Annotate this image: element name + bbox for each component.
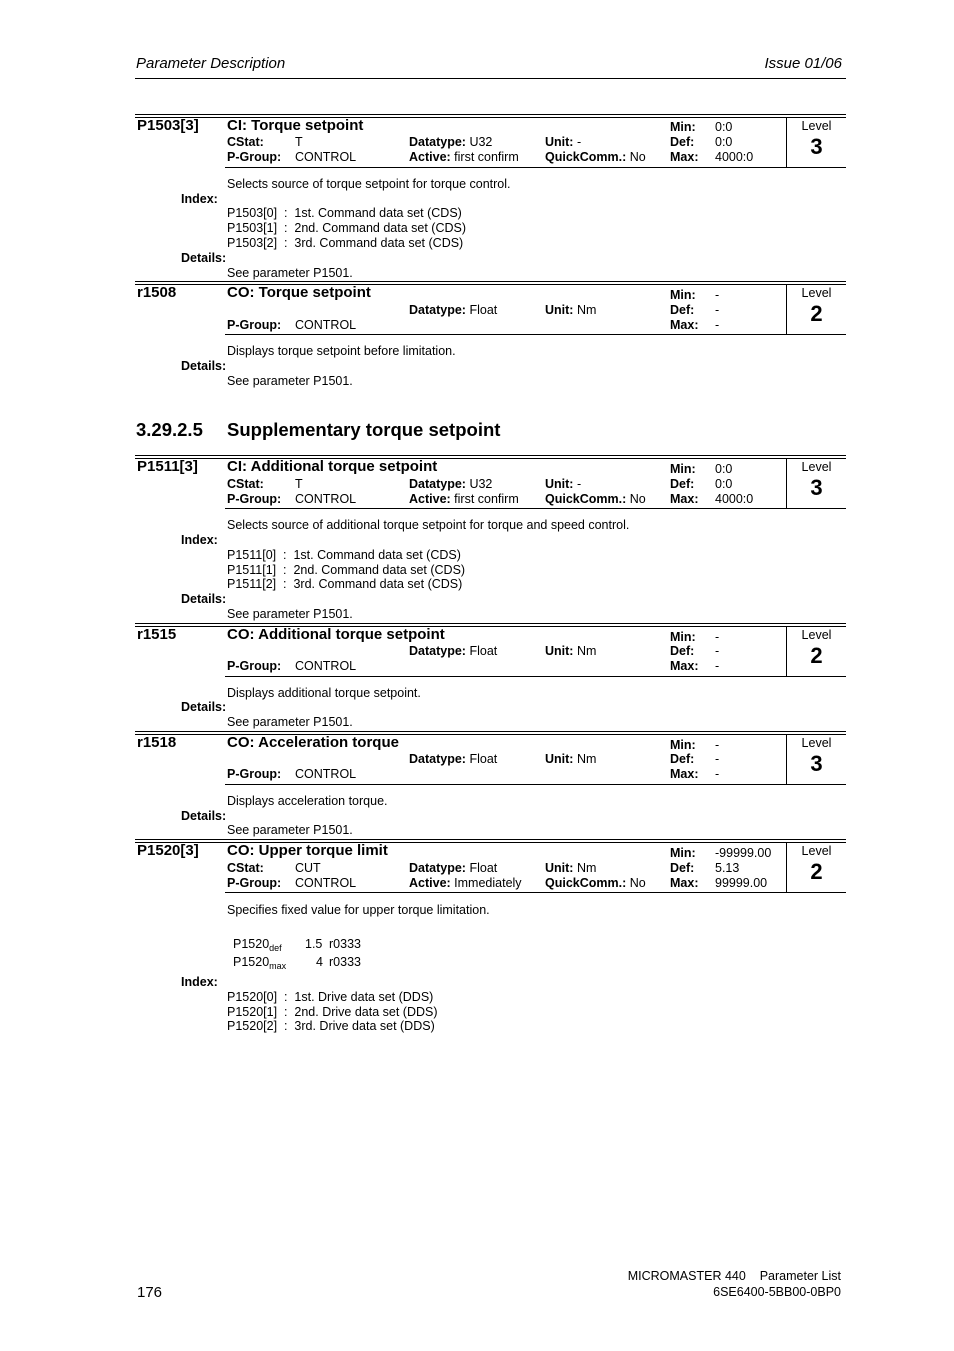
- max-label: Max:: [670, 767, 699, 781]
- cstat-label: CStat:: [227, 477, 264, 491]
- def-label: Def:: [670, 644, 695, 658]
- unit-value: -: [576, 477, 582, 491]
- datatype-value: Float: [469, 752, 498, 766]
- formula-def-ref: r0333: [329, 937, 361, 951]
- min-value: -: [715, 630, 720, 644]
- unit: [545, 477, 581, 491]
- def-value: 5.13: [715, 861, 740, 875]
- formula-def: [233, 937, 282, 953]
- details-label: Details:: [181, 809, 227, 823]
- datatype-value: Float: [469, 303, 498, 317]
- index-item: P1503[2] : 3rd. Command data set (CDS): [227, 236, 464, 250]
- level-box: [786, 734, 846, 785]
- param-block-p1503: [135, 114, 846, 284]
- index-label: Index:: [181, 192, 218, 206]
- active-value: Immediately: [454, 876, 522, 890]
- min-value: 0:0: [715, 120, 733, 134]
- level-number: 2: [810, 301, 823, 326]
- unit-label: Unit:: [545, 644, 574, 658]
- datatype-value: Float: [469, 644, 498, 658]
- max-value: -: [715, 318, 720, 332]
- def-label: Def:: [670, 752, 695, 766]
- level-label: Level: [801, 460, 832, 474]
- formula-max-factor: 4: [316, 955, 323, 969]
- def-value: -: [715, 752, 720, 766]
- header-right: Issue 01/06: [764, 55, 842, 72]
- datatype-value: U32: [469, 135, 493, 149]
- index-item: P1520[2] : 3rd. Drive data set (DDS): [227, 1019, 435, 1033]
- unit-value: Nm: [576, 303, 597, 317]
- param-id: P1520[3]: [137, 842, 199, 859]
- quickcomm-value: No: [629, 876, 646, 890]
- min-label: Min:: [670, 630, 696, 644]
- def-label: Def:: [670, 135, 695, 149]
- min-value: 0:0: [715, 462, 733, 476]
- datatype-label: Datatype:: [409, 752, 466, 766]
- min-label: Min:: [670, 120, 696, 134]
- pgroup-label: P-Group:: [227, 767, 282, 781]
- quickcomm-value: No: [629, 492, 646, 506]
- header-rule: [135, 78, 846, 79]
- unit: [545, 135, 581, 149]
- def-label: Def:: [670, 303, 695, 317]
- active-value: first confirm: [454, 492, 519, 506]
- active: [409, 876, 522, 890]
- quickcomm: [545, 876, 646, 890]
- unit-label: Unit:: [545, 477, 574, 491]
- level-box: [786, 842, 846, 893]
- datatype: [409, 861, 497, 875]
- unit-value: Nm: [576, 644, 597, 658]
- param-title: CI: Additional torque setpoint: [227, 458, 438, 475]
- datatype-value: Float: [469, 861, 498, 875]
- index-label: Index:: [181, 975, 218, 989]
- pgroup-value: CONTROL: [295, 492, 357, 506]
- index-item: P1503[0] : 1st. Command data set (CDS): [227, 206, 462, 220]
- details-text: See parameter P1501.: [227, 266, 353, 280]
- formula-sub: max: [269, 961, 287, 971]
- pgroup-value: CONTROL: [295, 318, 357, 332]
- param-id: P1503[3]: [137, 117, 199, 134]
- max-label: Max:: [670, 876, 699, 890]
- cstat-value: T: [295, 477, 303, 491]
- min-value: -99999.00: [715, 846, 772, 860]
- min-label: Min:: [670, 462, 696, 476]
- description: Selects source of additional torque setpoint for torque and speed control.: [227, 518, 630, 532]
- param-id: r1515: [137, 626, 177, 643]
- description: Specifies fixed value for upper torque limitation.: [227, 903, 490, 917]
- description: Displays acceleration torque.: [227, 794, 388, 808]
- datatype-label: Datatype:: [409, 303, 466, 317]
- level-label: Level: [801, 736, 832, 750]
- datatype: [409, 303, 497, 317]
- def-label: Def:: [670, 477, 695, 491]
- level-box: [786, 117, 846, 168]
- max-value: -: [715, 659, 720, 673]
- formula-max-ref: r0333: [329, 955, 361, 969]
- param-block-r1508: [135, 281, 846, 391]
- unit-label: Unit:: [545, 752, 574, 766]
- def-value: -: [715, 644, 720, 658]
- datatype: [409, 135, 492, 149]
- param-id: r1518: [137, 734, 177, 751]
- details-label: Details:: [181, 700, 227, 714]
- unit: [545, 303, 596, 317]
- quickcomm-value: No: [629, 150, 646, 164]
- param-title: CO: Additional torque setpoint: [227, 626, 445, 643]
- def-value: 0:0: [715, 477, 733, 491]
- param-title: CO: Torque setpoint: [227, 284, 371, 301]
- unit: [545, 644, 596, 658]
- index-item: P1511[1] : 2nd. Command data set (CDS): [227, 563, 466, 577]
- level-number: 3: [810, 134, 823, 159]
- min-label: Min:: [670, 846, 696, 860]
- details-label: Details:: [181, 359, 227, 373]
- def-value: -: [715, 303, 720, 317]
- unit-label: Unit:: [545, 861, 574, 875]
- max-label: Max:: [670, 150, 699, 164]
- param-block-r1518: [135, 731, 846, 839]
- level-label: Level: [801, 286, 832, 300]
- level-number: 3: [810, 751, 823, 776]
- formula-name: P1520: [233, 955, 270, 969]
- index-item: P1511[0] : 1st. Command data set (CDS): [227, 548, 461, 562]
- quickcomm: [545, 492, 646, 506]
- pgroup-label: P-Group:: [227, 492, 282, 506]
- datatype: [409, 477, 492, 491]
- min-label: Min:: [670, 288, 696, 302]
- max-value: 4000:0: [715, 150, 754, 164]
- datatype: [409, 752, 497, 766]
- def-label: Def:: [670, 861, 695, 875]
- level-number: 2: [810, 859, 823, 884]
- param-block-p1520: [135, 839, 846, 1039]
- quickcomm: [545, 150, 646, 164]
- datatype-value: U32: [469, 477, 493, 491]
- max-value: 4000:0: [715, 492, 754, 506]
- param-title: CO: Upper torque limit: [227, 842, 388, 859]
- unit-value: Nm: [576, 861, 597, 875]
- active-label: Active:: [409, 150, 451, 164]
- formula-sub: def: [269, 943, 282, 953]
- details-text: See parameter P1501.: [227, 374, 353, 388]
- param-title: CI: Torque setpoint: [227, 117, 364, 134]
- description: Displays additional torque setpoint.: [227, 686, 421, 700]
- active: [409, 492, 519, 506]
- formula-def-factor: 1.5: [305, 937, 323, 951]
- unit-value: -: [576, 135, 582, 149]
- active-label: Active:: [409, 876, 451, 890]
- datatype-label: Datatype:: [409, 135, 466, 149]
- unit-value: Nm: [576, 752, 597, 766]
- def-value: 0:0: [715, 135, 733, 149]
- description: Displays torque setpoint before limitation.: [227, 344, 456, 358]
- page-number: 176: [137, 1284, 163, 1301]
- param-block-r1515: [135, 623, 846, 731]
- datatype-label: Datatype:: [409, 644, 466, 658]
- level-number: 3: [810, 475, 823, 500]
- index-label: Index:: [181, 533, 218, 547]
- pgroup-value: CONTROL: [295, 767, 357, 781]
- cstat-label: CStat:: [227, 135, 264, 149]
- active-value: first confirm: [454, 150, 519, 164]
- max-value: 99999.00: [715, 876, 768, 890]
- index-item: P1503[1] : 2nd. Command data set (CDS): [227, 221, 467, 235]
- level-box: [786, 626, 846, 677]
- pgroup-label: P-Group:: [227, 318, 282, 332]
- pgroup-value: CONTROL: [295, 659, 357, 673]
- formula-max: [233, 955, 286, 971]
- max-label: Max:: [670, 318, 699, 332]
- min-value: -: [715, 288, 720, 302]
- unit: [545, 861, 596, 875]
- footer-order-number: 6SE6400-5BB00-0BP0: [713, 1285, 841, 1299]
- level-box: [786, 284, 846, 335]
- max-value: -: [715, 767, 720, 781]
- section-number: 3.29.2.5: [136, 419, 203, 440]
- datatype-label: Datatype:: [409, 477, 466, 491]
- details-text: See parameter P1501.: [227, 823, 353, 837]
- formula-name: P1520: [233, 937, 270, 951]
- quickcomm-label: QuickComm.:: [545, 876, 627, 890]
- details-text: See parameter P1501.: [227, 715, 353, 729]
- unit-label: Unit:: [545, 303, 574, 317]
- unit: [545, 752, 596, 766]
- level-box: [786, 458, 846, 509]
- level-label: Level: [801, 119, 832, 133]
- cstat-label: CStat:: [227, 861, 264, 875]
- index-item: P1520[1] : 2nd. Drive data set (DDS): [227, 1005, 438, 1019]
- param-block-p1511: [135, 455, 846, 625]
- datatype: [409, 644, 497, 658]
- quickcomm-label: QuickComm.:: [545, 150, 627, 164]
- level-number: 2: [810, 643, 823, 668]
- active-label: Active:: [409, 492, 451, 506]
- unit-label: Unit:: [545, 135, 574, 149]
- details-label: Details:: [181, 251, 227, 265]
- index-item: P1511[2] : 3rd. Command data set (CDS): [227, 577, 463, 591]
- param-id: r1508: [137, 284, 177, 301]
- pgroup-value: CONTROL: [295, 150, 357, 164]
- pgroup-label: P-Group:: [227, 150, 282, 164]
- quickcomm-label: QuickComm.:: [545, 492, 627, 506]
- param-id: P1511[3]: [137, 458, 198, 475]
- cstat-value: CUT: [295, 861, 321, 875]
- footer-product: MICROMASTER 440 Parameter List: [627, 1269, 841, 1283]
- pgroup-value: CONTROL: [295, 876, 357, 890]
- index-item: P1520[0] : 1st. Drive data set (DDS): [227, 990, 434, 1004]
- min-value: -: [715, 738, 720, 752]
- level-label: Level: [801, 628, 832, 642]
- datatype-label: Datatype:: [409, 861, 466, 875]
- pgroup-label: P-Group:: [227, 876, 282, 890]
- active: [409, 150, 519, 164]
- max-label: Max:: [670, 492, 699, 506]
- section-title: Supplementary torque setpoint: [227, 419, 501, 440]
- details-label: Details:: [181, 592, 227, 606]
- description: Selects source of torque setpoint for torque control.: [227, 177, 511, 191]
- details-text: See parameter P1501.: [227, 607, 353, 621]
- max-label: Max:: [670, 659, 699, 673]
- min-label: Min:: [670, 738, 696, 752]
- pgroup-label: P-Group:: [227, 659, 282, 673]
- level-label: Level: [801, 844, 832, 858]
- header-left: Parameter Description: [136, 55, 286, 72]
- param-title: CO: Acceleration torque: [227, 734, 399, 751]
- cstat-value: T: [295, 135, 303, 149]
